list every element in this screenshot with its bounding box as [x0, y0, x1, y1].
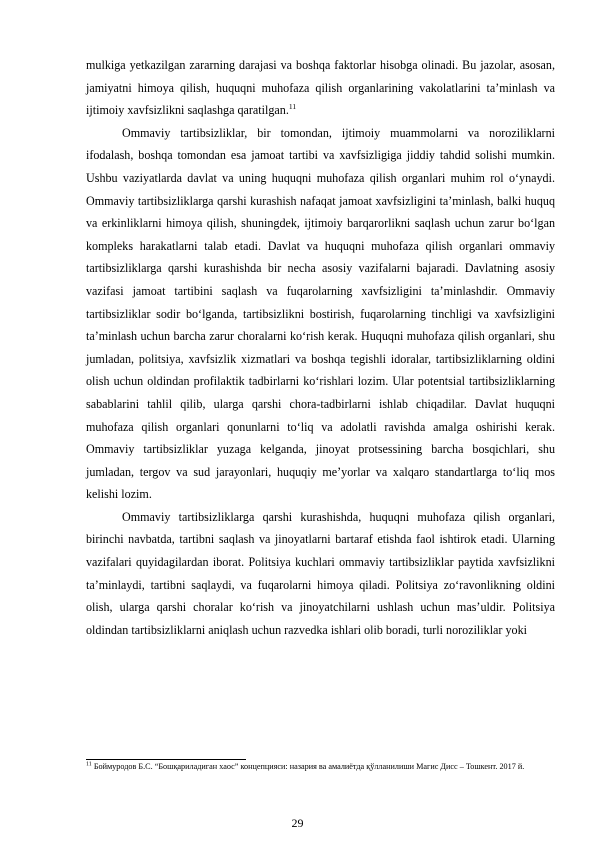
paragraph-1-text: mulkiga yetkazilgan zararning darajasi va boshqa faktorlar hisobga olinadi. Bu jazolar, asosan, jamiyatni himoya qilish, huquqni muhofaza qilish organlarining vakolatlarini taʼminlash va ijtimoiy xavfsizlikni saqlashga qaratilgan. [86, 58, 555, 118]
paragraph-2-text: Ommaviy tartibsizliklar, bir tomondan, ijtimoiy muammolarni va noroziliklarni ifodalash, boshqa tomondan esa jamoat tartibi va xavfsizligiga jiddiy tahdid solishi mumkin. Ushbu vaziyatlarda davlat va uning huquqni muhofaza qilish organlari muhim rol oʻynaydi. Ommaviy tartibsizliklarga qarshi kurashish nafaqat jamoat xavfsizligini taʼminlash, balki huquq va erkinliklarni himoya qilish, shuningdek, ijtimoiy barqarorlikni saqlash uchun zarur boʻlgan kompleks harakatlarni talab etadi. Davlat va huquqni muhofaza qilish organlari ommaviy tartibsizliklarga qarshi kurashishda bir necha asosiy vazifalarni bajaradi. Davlatning asosiy vazifasi jamoat tartibini saqlash va fuqarolarning xavfsizligini taʼminlashdir. Ommaviy tartibsizliklar sodir boʻlganda, tartibsizlikni bostirish, fuqarolarning tinchligi va xavfsizligini taʼminlash uchun barcha zarur choralarni koʻrish kerak. Huquqni muhofaza qilish organlari, shu jumladan, politsiya, xavfsizlik xizmatlari va boshqa tegishli idoralar, tartibsizliklarning oldini olish uchun oldindan profilaktik tadbirlarni koʻrishlari lozim. Ular potentsial tartibsizliklarning sabablarini tahlil qilib, ularga qarshi chora-tadbirlarni ishlab chiqadilar. Davlat huquqni muhofaza qilish organlari qonunlarni toʻliq va adolatli ravishda amalga oshirishi kerak. Ommaviy tartibsizliklar yuzaga kelganda, jinoyat protsessining barcha bosqichlari, shu jumladan, tergov va sud jarayonlari, huquqiy meʼyorlar va xalqaro standartlarga toʻliq mos kelishi lozim. [86, 125, 555, 502]
paragraph-2 [86, 122, 555, 506]
footnote-separator [86, 759, 246, 760]
footnote-reference[interactable]: 11 [288, 102, 297, 112]
paragraph-3-text: Ommaviy tartibsizliklarga qarshi kurashishda, huquqni muhofaza qilish organlari, birinchi navbatda, tartibni saqlash va jinoyatlarni bartaraf etishda faol ishtirok etadi. Ularning vazifalari quyidagilardan iborat. Politsiya kuchlari ommaviy tartibsizliklar paytida xavfsizlikni taʼminlaydi, tartibni saqlaydi, va fuqarolarni himoya qiladi. Politsiya zoʻravonlikning oldini olish, ularga qarshi choralar koʻrish va jinoyatchilarni ushlash uchun masʼuldir. Politsiya oldindan tartibsizliklarni aniqlash uchun razvedka ishlari olib boradi, turli noroziliklar yoki [86, 509, 555, 637]
paragraph-1 [86, 54, 555, 122]
body-text [86, 54, 555, 641]
footnote-number: 11 [86, 761, 92, 768]
paragraph-3 [86, 506, 555, 642]
footnote [86, 762, 555, 773]
page-number: 29 [291, 816, 304, 830]
footnote-text: Боймуродов Б.С. “Бошқариладиган хаос” концепцияси: назария ва амалиётда қўлланилиши Магис Дисс – Тошкент. 2017 й. [93, 762, 525, 771]
